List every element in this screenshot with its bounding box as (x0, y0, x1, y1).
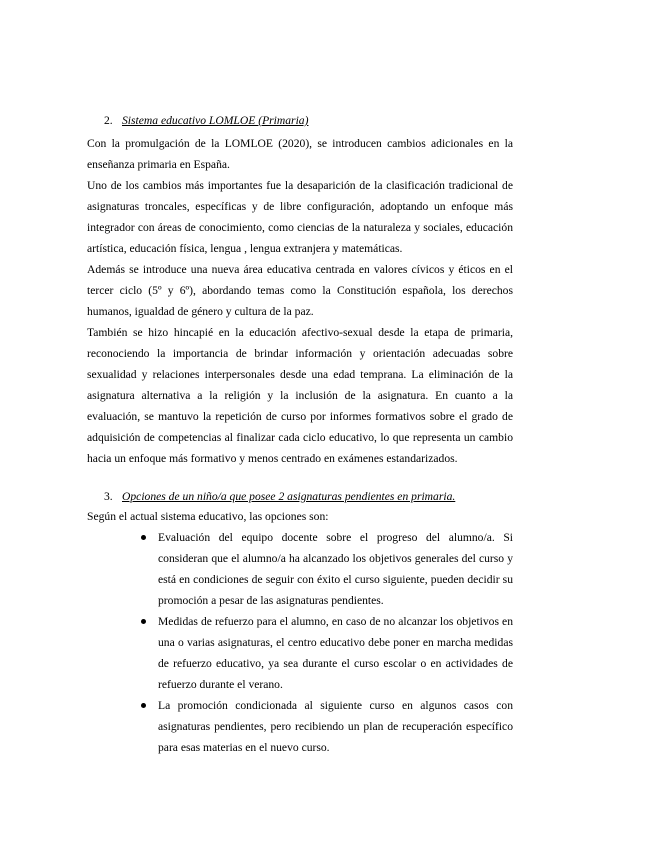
section-2-paragraph-4: También se hizo hincapié en la educación afectivo-sexual desde la etapa de primaria, reconociendo la importancia de brindar información y orientación adecuadas sobre sexualidad y relaciones interpersonales desde una edad temprana. La eliminación de la asignatura alternativa a la religión y la inclusión de la asignatura. En cuanto a la evaluación, se mantuvo la repetición de curso por informes formativos sobre el grado de adquisición de competencias al finalizar cada ciclo educativo, lo que representa un cambio hacia un enfoque más formativo y menos centrado en exámenes estandarizados. (87, 326, 513, 465)
section-2-paragraph-2: Uno de los cambios más importantes fue la desaparición de la clasificación tradicional de asignaturas troncales, específicas y de libre configuración, adoptando un enfoque más integrador con áreas de conocimiento, como ciencias de la naturaleza y sociales, educación artística, educación física, lengua , lengua extranjera y matemáticas. (87, 179, 513, 255)
section-2-title: Sistema educativo LOMLOE (Primaria) (122, 114, 309, 127)
section-2-heading (104, 114, 308, 128)
bullet-icon (141, 535, 146, 540)
list-item (158, 695, 513, 758)
list-item-text: Medidas de refuerzo para el alumno, en caso de no alcanzar los objetivos en una o varias asignaturas, el centro educativo debe poner en marcha medidas de refuerzo educativo, ya sea durante el curso escolar o en actividades de refuerzo durante el verano. (158, 615, 513, 691)
section-2-number: 2. (104, 114, 113, 127)
section-3-heading (104, 490, 455, 504)
bullet-icon (141, 619, 146, 624)
section-2-paragraph-3: Además se introduce una nueva área educativa centrada en valores cívicos y éticos en el tercer ciclo (5º y 6º), abordando temas como la Constitución española, los derechos humanos, igualdad de género y cultura de la paz. (87, 263, 513, 318)
section-3-title: Opciones de un niño/a que posee 2 asignaturas pendientes en primaria. (122, 490, 456, 503)
section-2-paragraph-1: Con la promulgación de la LOMLOE (2020), se introducen cambios adicionales en la enseñanza primaria en España. (87, 137, 513, 171)
list-item (158, 527, 513, 611)
section-3-intro: Según el actual sistema educativo, las opciones son: (87, 510, 329, 523)
bullet-icon (141, 703, 146, 708)
list-item (158, 611, 513, 695)
list-item-text: La promoción condicionada al siguiente curso en algunos casos con asignaturas pendientes, pero recibiendo un plan de recuperación específico para esas materias en el nuevo curso. (158, 699, 513, 754)
section-3-number: 3. (104, 490, 113, 503)
list-item-text: Evaluación del equipo docente sobre el progreso del alumno/a. Si consideran que el alumno/a ha alcanzado los objetivos generales del curso y está en condiciones de seguir con éxito el curso siguiente, pueden decidir su promoción a pesar de las asignaturas pendientes. (158, 531, 513, 607)
options-list (158, 527, 513, 758)
